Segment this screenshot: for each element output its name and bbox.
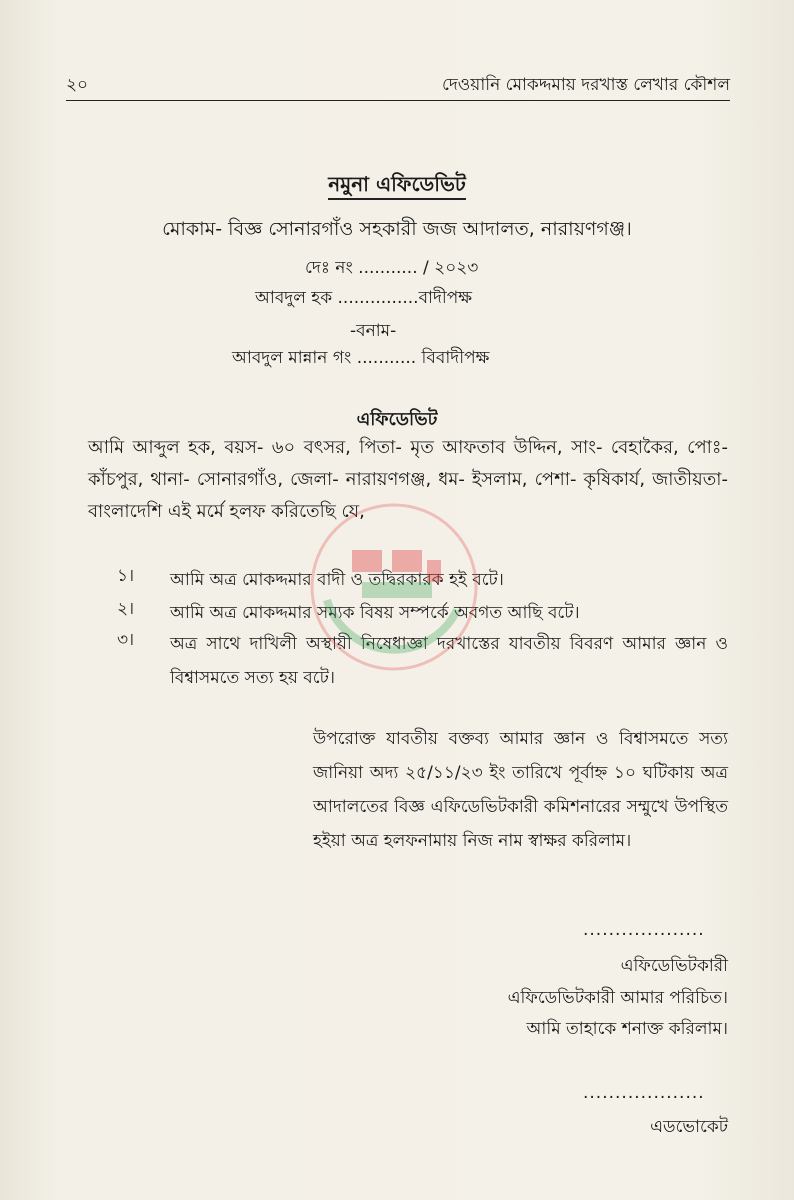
statement-paragraph: উপরোক্ত যাবতীয় বক্তব্য আমার জ্ঞান ও বিশ্বাসমতে সত্য জানিয়া অদ্য ২৫/১১/২৩ ইং তারিখে পূর্বাহ্ন ১০ ঘটিকায় অত্র আদালতের বিজ্ঞ এফিডেভিটকারী কমিশনারের সম্মুখে উপস্থিত হইয়া অত্র হলফনামায় নিজ নাম স্বাক্ষর করিলাম।	[313, 729, 728, 851]
page-header	[66, 70, 730, 101]
point-number: ২।	[117, 599, 135, 619]
point-text: অত্র সাথে দাখিলী অস্থায়ী নিষেধাজ্ঞা দরখাস্তের যাবতীয় বিবরণ আমার জ্ঞান ও বিশ্বাসমতে সত্য হয় বটে।	[170, 634, 728, 688]
case-number: দেঃ নং ........... / ২০২৩	[305, 258, 479, 278]
running-title: দেওয়ানি মোকদ্দমায় দরখাস্ত লেখার কৌশল	[441, 75, 730, 95]
point-text: আমি অত্র মোকদ্দমার সম্যক বিষয় সম্পর্কে অবগত আছি বটে।	[170, 603, 580, 623]
versus-line: -বনাম-	[350, 321, 397, 341]
advocate-label: এডভোকেট	[650, 1117, 728, 1137]
court-line: মোকাম- বিজ্ঞ সোনারগাঁও সহকারী জজ আদালত, নারায়ণগঞ্জ।	[162, 218, 632, 240]
sample-title	[0, 170, 794, 203]
defendant-line: আবদুল মান্নান গং ........... বিবাদীপক্ষ	[232, 348, 490, 368]
identify-statement: আমি তাহাকে শনাক্ত করিলাম।	[526, 1019, 728, 1039]
intro-paragraph: আমি আব্দুল হক, বয়স- ৬০ বৎসর, পিতা- মৃত আফতাব উদ্দিন, সাং- বেহাকৈর, পোঃ-কাঁচপুর, থানা- সোনারগাঁও, জেলা- নারায়ণগঞ্জ, ধম- ইসলাম, পেশা- কৃষিকার্য, জাতীয়তা- বাংলাদেশি এই মর্মে হলফ করিতেছি যে,	[88, 437, 728, 522]
point-text: আমি অত্র মোকদ্দমার বাদী ও তদ্বিরকারক হই বটে।	[170, 570, 504, 590]
known-statement: এফিডেভিটকারী আমার পরিচিত।	[507, 988, 728, 1008]
page-number: ২০	[66, 75, 89, 95]
point-number: ৩।	[117, 630, 135, 650]
affidavit-heading: এফিডেভিট	[356, 409, 438, 430]
plaintiff-line: আবদুল হক ...............বাদীপক্ষ	[255, 288, 473, 308]
sample-title-text: নমুনা এফিডেভিট	[328, 172, 466, 200]
advocate-signature-line: ...................	[583, 1083, 705, 1103]
deponent-signature-line: ...................	[583, 920, 705, 940]
deponent-label: এফিডেভিটকারী	[620, 956, 728, 976]
point-number: ১।	[117, 566, 135, 586]
